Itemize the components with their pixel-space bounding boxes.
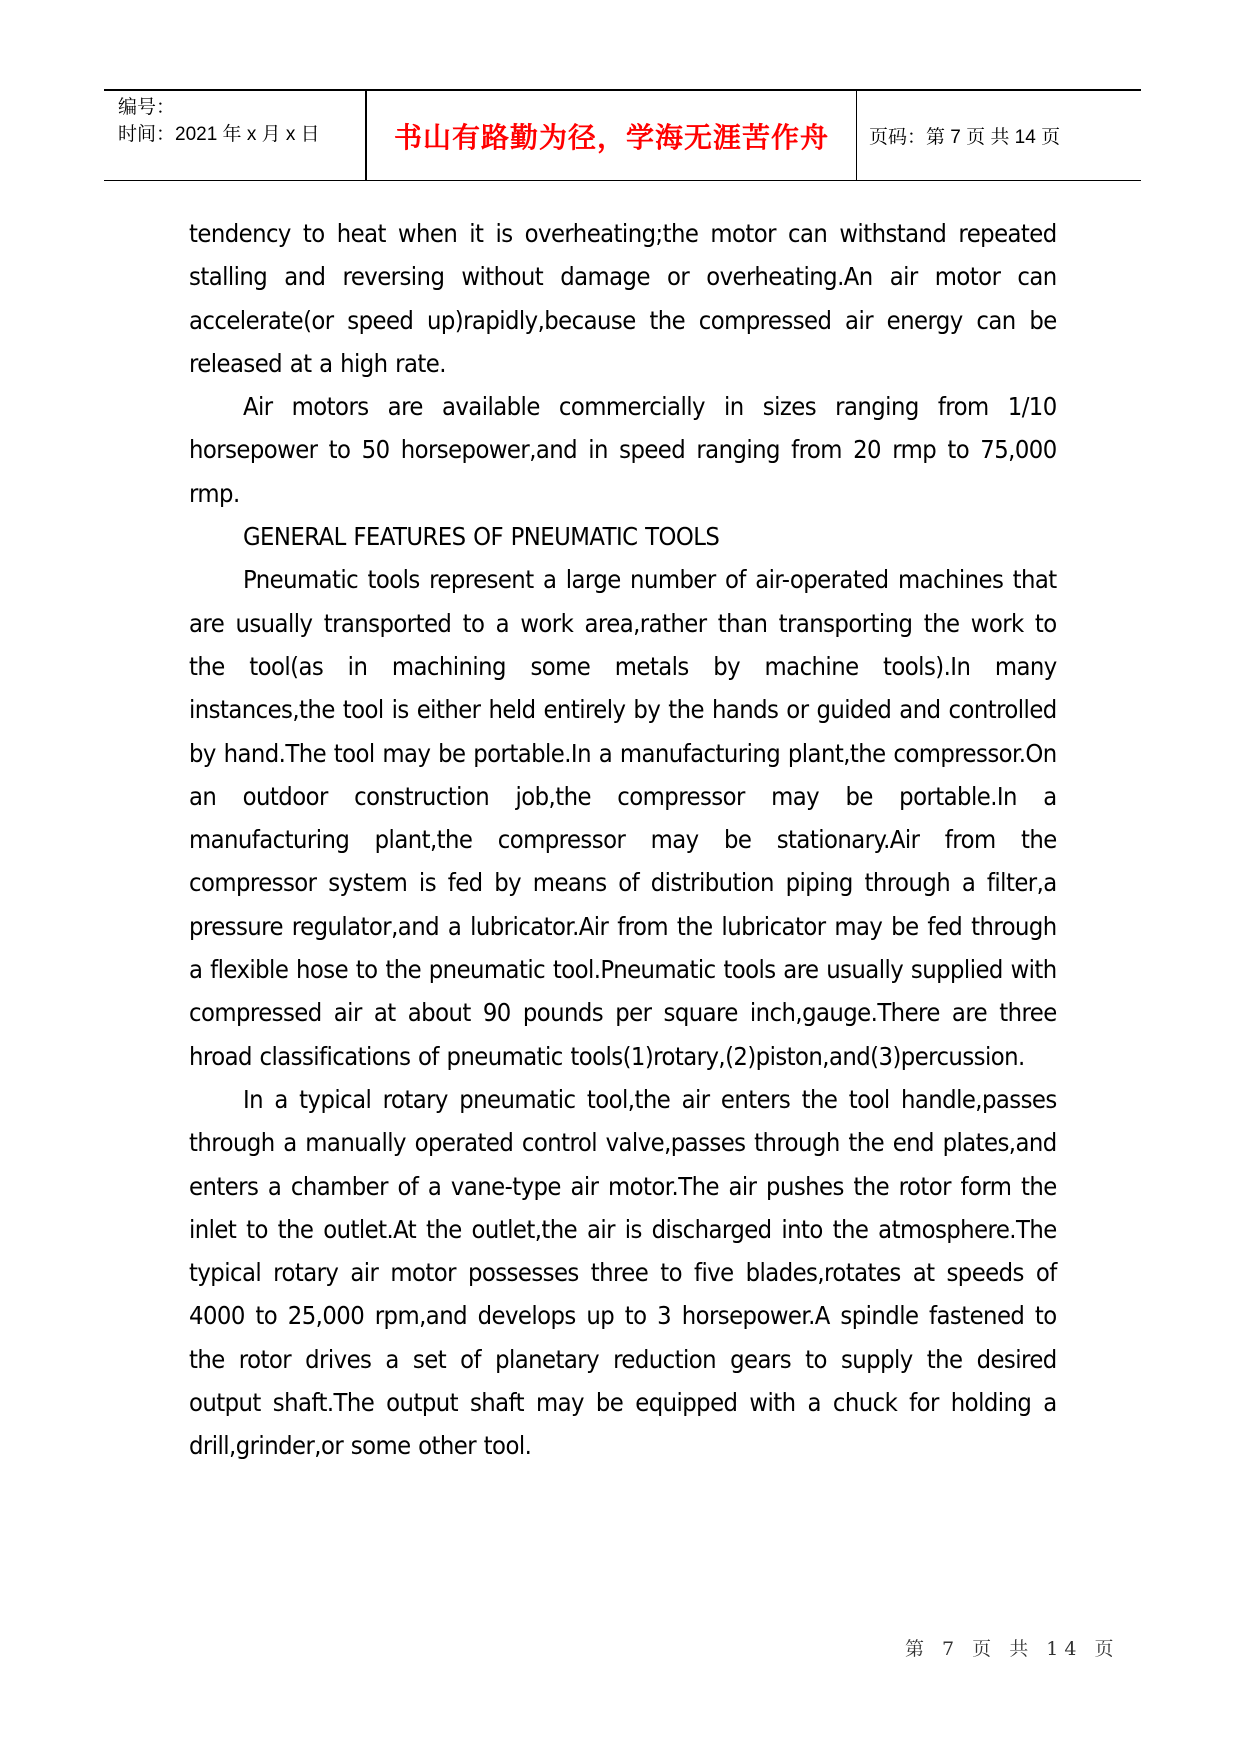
paragraph-continuation: tendency to heat when it is overheating;the motor can withstand repeated stalling and reversing without damage or overheating.An air motor can accelerate(or speed up)rapidly,because the compressed air energy can be released at a high rate. [189,219,1057,378]
section-heading: GENERAL FEATURES OF PNEUMATIC TOOLS [242,522,720,552]
header-page-cell [857,91,1141,180]
header-motto-cell [367,91,857,180]
document-number-label: 编号： [118,97,176,118]
header-meta-cell [104,91,367,180]
page-header [104,89,1141,181]
page-footer [905,1634,1119,1661]
paragraph-pneumatic-tools: Pneumatic tools represent a large number of air-operated machines that are usually transported to a work area,rather than transporting the work to the tool(as in machining some metals by machine tools).In many instances,the tool is either held entirely by the hands or guided and controlled by hand.The tool may be portable.In a manufacturing plant,the compressor.On an outdoor construction job,the compressor may be portable.In a manufacturing plant,the compressor may be stationary.Air from the compressor system is fed by means of distribution piping through a filter,a pressure regulator,and a lubricator.Air from the lubricator may be fed through a flexible hose to the pneumatic tool.Pneumatic tools are usually supplied with compressed air at about 90 pounds per square inch,gauge.There are three hroad classifications of pneumatic tools(1)rotary,(2)piston,and(3)percussion. [189,565,1057,1071]
paragraph-air-motor-sizes: Air motors are available commercially in sizes ranging from 1/10 horsepower to 50 horsepower,and in speed ranging from 20 rmp to 75,000 rmp. [189,392,1057,508]
header-page-info: 页码：第 7 页 共 14 页 [869,127,1061,148]
document-body [189,212,1057,1468]
header-motto: 书山有路勤为径，学海无涯苦作舟 [393,120,829,154]
footer-page-number: 第 7 页 共 14 页 [905,1638,1120,1660]
paragraph-rotary-tool: In a typical rotary pneumatic tool,the air enters the tool handle,passes through a manually operated control valve,passes through the end plates,and enters a chamber of a vane-type air motor.The air pushes the rotor form the inlet to the outlet.At the outlet,the air is discharged into the atmosphere.The typical rotary air motor possesses three to five blades,rotates at speeds of 4000 to 25,000 rpm,and develops up to 3 horsepower.A spindle fastened to the rotor drives a set of planetary reduction gears to supply the desired output shaft.The output shaft may be equipped with a chuck for holding a drill,grinder,or some other tool. [189,1084,1057,1461]
document-date-label: 时间：2021 年 x 月 x 日 [118,124,320,145]
